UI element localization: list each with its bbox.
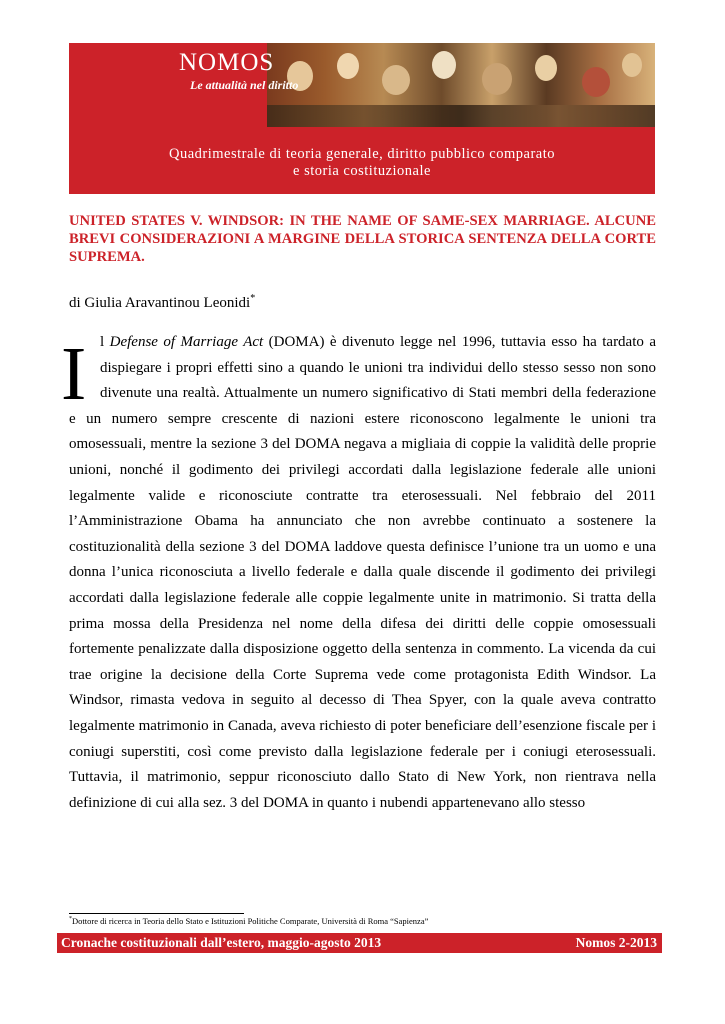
- author-name: di Giulia Aravantinou Leonidi: [69, 295, 251, 311]
- author-footnote-mark: *: [250, 293, 256, 304]
- journal-logo-subtitle: Le attualità nel diritto: [190, 78, 299, 92]
- footnote: [69, 916, 428, 926]
- journal-description-line-1: Quadrimestrale di teoria generale, diritto pubblico comparato: [168, 146, 556, 162]
- body-italic-term: Defense of Marriage Act: [109, 334, 264, 350]
- journal-logo-title: NOMOS: [179, 49, 275, 76]
- footer-issue-label: Nomos 2-2013: [575, 935, 657, 950]
- journal-header-banner: [69, 43, 655, 194]
- page-footer-bar: [57, 933, 662, 953]
- article-body: [69, 330, 656, 816]
- header-painting-image: [267, 43, 655, 127]
- footnote-text: Dottore di ricerca in Teoria dello Stato e Istituzioni Politiche Comparate, Università di Roma “Sapienza”: [72, 916, 429, 926]
- article-title: UNITED STATES V. WINDSOR: IN THE NAME OF SAME-SEX MARRIAGE. ALCUNE BREVI CONSIDERAZIONI A MARGINE DELLA STORICA SENTENZA DELLA CORTE SUPREMA.: [69, 213, 656, 265]
- journal-description-line-2: e storia costituzionale: [293, 163, 431, 179]
- body-text-rest: (DOMA) è divenuto legge nel 1996, tuttavia esso ha tardato a dispiegare i propri effetti sino a quando le unioni tra individui dello stesso sesso non sono divenute una realtà. Attualmente un numero significativo di Stati membri della federazione e un numero sempre crescente di nazioni estere riconoscono legalmente le unioni tra omosessuali, mentre la sezione 3 del DOMA negava a migliaia di coppie la validità delle proprie unioni, nonché il godimento dei privilegi accordati dalla legislazione federale alle unioni legalmente valide e riconosciute contratte tra eterosessuali. Nel febbraio del 2011 l’Amministrazione Obama ha annunciato che non avrebbe continuato a sostenere la costituzionalità della sezione 3 del DOMA laddove questa definisce l’unione tra un uomo e una donna l’unica riconosciuta a livello federale e dalla quale discende il godimento dei privilegi accordati dalla legislazione federale alle coppie legalmente unite in matrimonio. Si tratta della prima mossa della Presidenza nel nome della difesa dei diritti delle coppie omosessuali fortemente penalizzate dalla disposizione oggetto della sentenza in commento. La vicenda da cui trae origine la decisione della Corte Suprema vede come protagonista Edith Windsor. La Windsor, rimasta vedova in seguito al decesso di Thea Spyer, con la quale aveva contratto legalmente matrimonio in Canada, aveva richiesto di poter beneficiare dell’esenzione fiscale per i coniugi superstiti, così come previsto dalla legislazione federale per i coniugi eterosessuali. Tuttavia, il matrimonio, seppur riconosciuto dallo Stato di New York, non rientrava nella definizione di cui alla sez. 3 del DOMA in quanto i nubendi appartenevano allo stesso: [69, 334, 656, 811]
- body-text-start: l: [100, 334, 110, 350]
- footer-section-label: Cronache costituzionali dall’estero, maggio-agosto 2013: [61, 935, 382, 950]
- article-author: [69, 293, 255, 312]
- footnote-mark: *: [69, 916, 72, 923]
- drop-cap-letter: I: [61, 332, 87, 416]
- footnote-separator: [69, 913, 244, 914]
